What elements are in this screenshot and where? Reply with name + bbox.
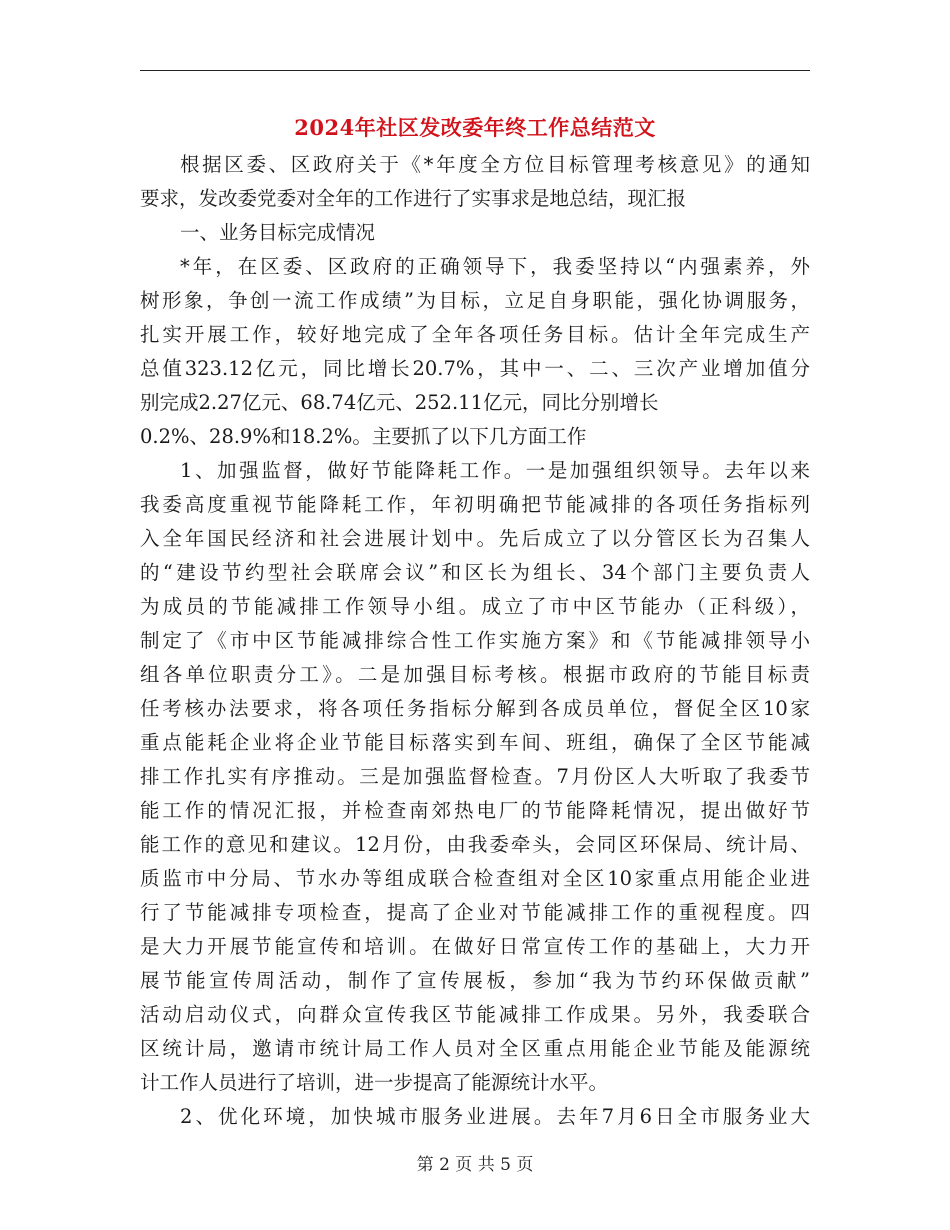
text-line: 别完成2.27亿元、68.74亿元、252.11亿元，同比分别增长 [140,391,659,414]
text-line: 展节能宣传周活动，制作了宣传展板，参加“我为节约环保做贡献” [140,969,810,992]
text-line: 区统计局，邀请市统计局工作人员对全区重点用能企业节能及能源统 [140,1037,810,1060]
text-line: 要求，发改委党委对全年的工作进行了实事求是地总结，现汇报 [140,187,687,210]
text-line: 能工作的情况汇报，并检查南郊热电厂的节能降耗情况，提出做好节 [140,799,810,822]
text-line: 行了节能减排专项检查，提高了企业对节能减排工作的重视程度。四 [140,901,810,924]
text-line: 我委高度重视节能降耗工作，年初明确把节能减排的各项任务指标列 [140,493,810,516]
text-line: 制定了《市中区节能减排综合性工作实施方案》和《节能减排领导小 [140,629,810,652]
text-line: 任考核办法要求，将各项任务指标分解到各成员单位，督促全区10家 [140,697,810,720]
text-line: 1、加强监督，做好节能降耗工作。一是加强组织领导。去年以来 [180,459,810,482]
page-footer: 第 2 页 共 5 页 [416,1155,534,1175]
document-body [140,148,810,1134]
text-line: 树形象，争创一流工作成绩”为目标，立足自身职能，强化协调服务， [140,289,810,312]
document-title: 2024年社区发改委年终工作总结范文 [294,115,656,140]
text-line: 排工作扎实有序推动。三是加强监督检查。7月份区人大听取了我委节 [140,765,810,788]
text-line: 0.2%、28.9%和18.2%。主要抓了以下几方面工作 [140,425,587,448]
header-rule [140,70,810,71]
text-line: 质监市中分局、节水办等组成联合检查组对全区10家重点用能企业进 [140,867,810,890]
text-line: 是大力开展节能宣传和培训。在做好日常宣传工作的基础上，大力开 [140,935,810,958]
text-line: 为成员的节能减排工作领导小组。成立了市中区节能办（正科级）， [140,595,810,618]
text-line: 能工作的意见和建议。12月份，由我委牵头，会同区环保局、统计局、 [140,833,810,856]
text-line: 重点能耗企业将企业节能目标落实到车间、班组，确保了全区节能减 [140,731,810,754]
text-line: 根据区委、区政府关于《*年度全方位目标管理考核意见》的通知 [180,153,810,176]
text-line: 入全年国民经济和社会进展计划中。先后成立了以分管区长为召集人 [140,527,810,550]
text-line: 的“建设节约型社会联席会议”和区长为组长、34个部门主要负责人 [140,561,810,584]
text-line: 活动启动仪式，向群众宣传我区节能减排工作成果。另外，我委联合 [140,1003,810,1026]
text-line: 计工作人员进行了培训，进一步提高了能源统计水平。 [140,1071,609,1094]
text-line: 总值323.12亿元，同比增长20.7%，其中一、二、三次产业增加值分 [140,357,810,380]
text-line: *年，在区委、区政府的正确领导下，我委坚持以“内强素养，外 [180,255,810,278]
text-line: 组各单位职责分工》。二是加强目标考核。根据市政府的节能目标责 [140,663,810,686]
text-line: 扎实开展工作，较好地完成了全年各项任务目标。估计全年完成生产 [140,323,810,346]
section-heading: 一、业务目标完成情况 [180,221,376,244]
text-line: 2、优化环境，加快城市服务业进展。去年7月6日全市服务业大 [180,1105,810,1128]
